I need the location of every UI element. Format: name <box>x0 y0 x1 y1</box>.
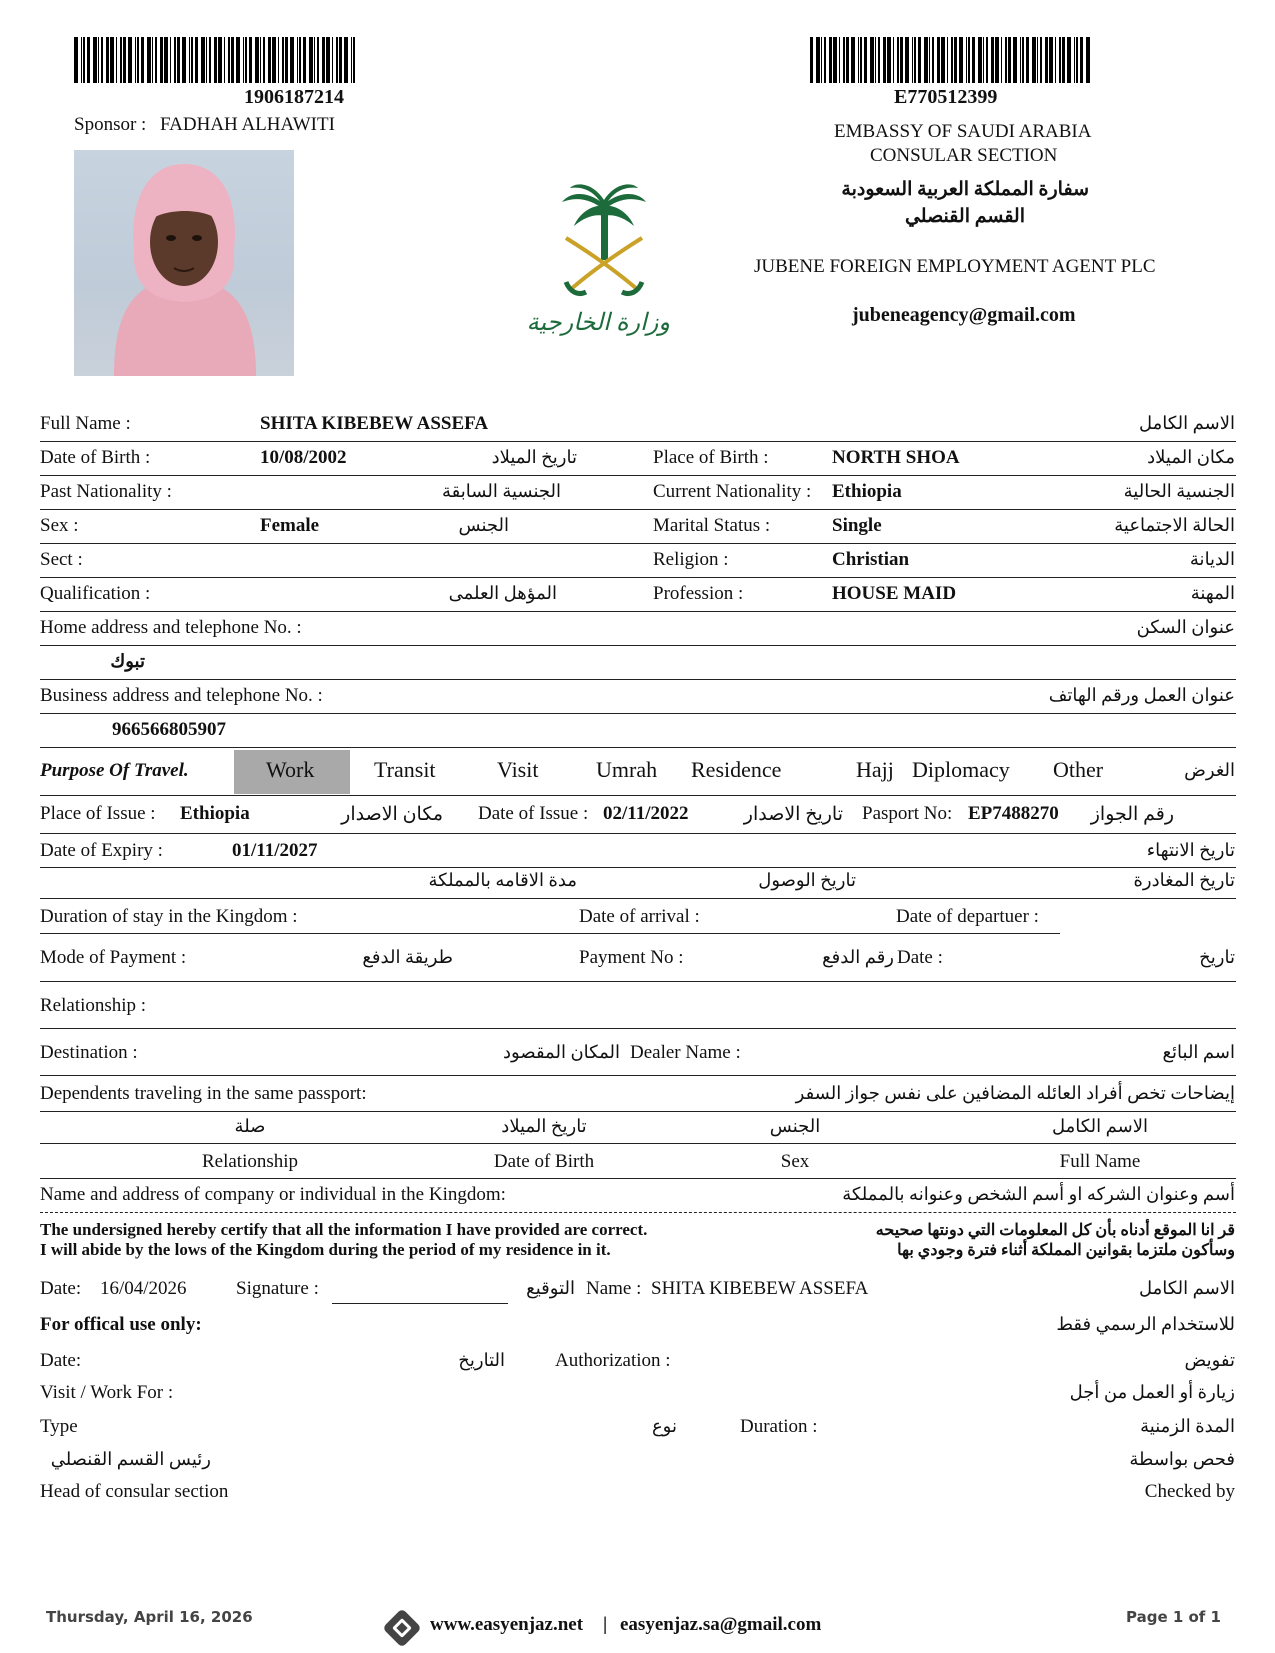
barcode-bar <box>74 37 78 83</box>
date-of-issue-label: Date of Issue : <box>478 803 589 824</box>
barcode-right <box>810 37 1100 83</box>
barcode-bar <box>829 37 832 83</box>
purpose-option-visit[interactable]: Visit <box>497 757 539 782</box>
religion-label: Religion : <box>653 549 729 570</box>
dependents-col-dob-ar: تاريخ الميلاد <box>501 1116 587 1136</box>
barcode-bar <box>110 37 114 83</box>
barcode-bar <box>860 37 862 83</box>
barcode-bar <box>278 37 279 83</box>
purpose-option-work[interactable]: Work <box>266 757 315 782</box>
barcode-bar <box>905 37 909 83</box>
company-label: Name and address of company or individual in the Kingdom: <box>40 1184 506 1205</box>
barcode-bar <box>816 37 820 83</box>
official-duration-label: Duration : <box>740 1416 818 1437</box>
official-title-ar: للاستخدام الرسمي فقط <box>1056 1314 1235 1334</box>
barcode-bar <box>1026 37 1029 83</box>
barcode-bar <box>1037 37 1038 83</box>
signature-label: Signature : <box>236 1278 319 1299</box>
full-name-ar: الاسم الكامل <box>1138 413 1235 433</box>
barcode-bar <box>336 37 338 83</box>
destination-label: Destination : <box>40 1042 138 1063</box>
barcode-bar <box>182 37 186 83</box>
barcode-bar <box>135 37 136 83</box>
barcode-bar <box>245 37 247 83</box>
dependents-col-sex-ar: الجنس <box>769 1116 821 1136</box>
barcode-bar <box>290 37 294 83</box>
barcode-bar <box>243 37 244 83</box>
place-of-issue-label: Place of Issue : <box>40 803 156 824</box>
barcode-bar <box>147 37 151 83</box>
qualification-ar: المؤهل العلمى <box>448 583 557 603</box>
barcode-bar <box>177 37 180 83</box>
applicant-photo <box>74 150 294 376</box>
type-label: Type <box>40 1416 78 1437</box>
barcode-bar <box>833 37 837 83</box>
barcode-bar <box>106 37 109 83</box>
barcode-bar <box>141 37 144 83</box>
barcode-bar <box>1062 37 1065 83</box>
barcode-bar <box>195 37 198 83</box>
date-of-issue-ar: تاريخ الاصدار <box>743 804 843 825</box>
barcode-bar <box>1045 37 1048 83</box>
dealer-name-label: Dealer Name : <box>630 1042 741 1063</box>
barcode-bar <box>875 37 876 83</box>
pob-ar: مكان الميلاد <box>1147 447 1235 467</box>
barcode-bar <box>285 37 288 83</box>
barcode-bar <box>164 37 168 83</box>
religion-value: Christian <box>832 549 910 570</box>
visit-work-ar: زيارة أو العمل من أجل <box>1069 1382 1235 1402</box>
barcode-bar <box>864 37 867 83</box>
purpose-option-other[interactable]: Other <box>1053 757 1104 782</box>
dob-value: 10/08/2002 <box>260 447 347 468</box>
relationship-label: Relationship : <box>40 995 147 1016</box>
barcode-bar <box>170 37 171 83</box>
date-of-arrival-label: Date of arrival : <box>579 906 700 927</box>
place-of-issue-value: Ethiopia <box>180 803 250 824</box>
sex-label: Sex : <box>40 515 79 536</box>
barcode-bar <box>339 37 342 83</box>
barcode-bar <box>1086 37 1090 83</box>
barcode-bar <box>932 37 934 83</box>
sign-name-ar: الاسم الكامل <box>1138 1278 1235 1298</box>
dependents-col-fullname-ar: الاسم الكامل <box>1051 1116 1148 1136</box>
barcode-bar <box>98 37 99 83</box>
marital-status-ar: الحالة الاجتماعية <box>1114 515 1235 535</box>
barcode-bar <box>887 37 891 83</box>
barcode-bar <box>1055 37 1056 83</box>
head-consular-label: Head of consular section <box>40 1481 229 1502</box>
barcode-bar <box>255 37 259 83</box>
barcode-bar <box>191 37 193 83</box>
footer-date: Thursday, April 16, 2026 <box>46 1608 253 1626</box>
barcode-bar <box>1067 37 1071 83</box>
passport-no-label: Pasport No: <box>862 803 953 824</box>
barcode-bar <box>260 37 261 83</box>
current-nationality-ar: الجنسية الحالية <box>1123 481 1235 501</box>
barcode-bar <box>206 37 207 83</box>
purpose-option-umrah[interactable]: Umrah <box>596 757 658 782</box>
date-of-issue-value: 02/11/2022 <box>603 803 689 824</box>
barcode-bar <box>978 37 982 83</box>
barcode-bar <box>326 37 330 83</box>
footer-logo-icon <box>382 1608 422 1648</box>
barcode-bar <box>231 37 234 83</box>
full-name-label: Full Name : <box>40 413 131 434</box>
declaration-line1: The undersigned hereby certify that all the information I have provided are correct. <box>40 1220 648 1239</box>
barcode-bar <box>937 37 940 83</box>
date-of-departure-label: Date of departuer : <box>896 906 1039 927</box>
expiry-label: Date of Expiry : <box>40 840 163 861</box>
declaration-line2: I will abide by the lows of the Kingdom during the period of my residence in it. <box>40 1240 611 1259</box>
dependents-label: Dependents traveling in the same passport: <box>40 1083 367 1104</box>
barcode-bar <box>924 37 928 83</box>
barcode-bar <box>878 37 880 83</box>
barcode-bar <box>1008 37 1011 83</box>
home-address-value: تبوك <box>110 651 145 671</box>
sect-label: Sect : <box>40 549 83 570</box>
barcode-bar <box>249 37 252 83</box>
dependents-col-dob: Date of Birth <box>493 1151 595 1172</box>
barcode-bar <box>824 37 826 83</box>
visit-work-label: Visit / Work For : <box>40 1382 174 1403</box>
barcode-bar <box>1059 37 1061 83</box>
barcode-bar <box>116 37 117 83</box>
date-of-arrival-ar: تاريخ الوصول <box>758 870 856 890</box>
expiry-ar: تاريخ الانتهاء <box>1146 840 1235 860</box>
barcode-bar <box>1005 37 1007 83</box>
business-address-label: Business address and telephone No. : <box>40 685 323 706</box>
barcode-bar <box>214 37 217 83</box>
payment-date-ar: تاريخ <box>1199 947 1235 967</box>
dependents-col-relationship: Relationship <box>201 1151 299 1172</box>
barcode-bar <box>1074 37 1075 83</box>
qualification-label: Qualification : <box>40 583 151 604</box>
barcode-bar <box>1020 37 1021 83</box>
declaration-ar-line1: قر انا الموقع أدناه بأن كل المعلومات التي دونتها صحيحه <box>875 1222 1235 1239</box>
barcode-bar <box>322 37 325 83</box>
barcode-bar <box>332 37 333 83</box>
embassy-line2: CONSULAR SECTION <box>870 145 1058 166</box>
sponsor-name: FADHAH ALHAWITI <box>160 114 335 135</box>
footer-page: Page 1 of 1 <box>1126 1608 1221 1626</box>
barcode-bar <box>189 37 190 83</box>
barcode-bar <box>1040 37 1042 83</box>
dob-ar: تاريخ الميلاد <box>491 447 577 467</box>
barcode-bar <box>209 37 211 83</box>
declaration-ar-line2: وسأكون ملتزما بقوانين المملكة أثناء فترة وجودي بها <box>897 1242 1235 1259</box>
signature-line[interactable] <box>332 1303 508 1304</box>
dob-label: Date of Birth : <box>40 447 151 468</box>
barcode-bar <box>137 37 139 83</box>
barcode-bar <box>282 37 284 83</box>
footer-separator: | <box>603 1614 608 1635</box>
barcode-bar <box>1080 37 1083 83</box>
religion-ar: الديانة <box>1189 549 1235 569</box>
barcode-bar <box>353 37 355 83</box>
barcode-bar <box>900 37 903 83</box>
barcode-bar <box>272 37 276 83</box>
barcode-bar <box>155 37 157 83</box>
barcode-bar <box>152 37 153 83</box>
past-nationality-label: Past Nationality : <box>40 481 172 502</box>
saudi-emblem <box>526 180 670 345</box>
barcode-left <box>74 37 364 83</box>
sex-value: Female <box>260 515 320 536</box>
barcode-bar <box>120 37 122 83</box>
pob-label: Place of Birth : <box>653 447 769 468</box>
dealer-name-ar: اسم البائع <box>1162 1042 1235 1062</box>
barcode-bar <box>972 37 975 83</box>
sponsor-label: Sponsor : <box>74 114 147 135</box>
barcode-bar <box>303 37 306 83</box>
barcode-bar <box>947 37 948 83</box>
dependents-ar: إيضاحات تخص أفراد العائله المضافين على نفس جواز السفر <box>795 1083 1235 1103</box>
barcode-bar <box>995 37 999 83</box>
barcode-bar <box>160 37 163 83</box>
current-nationality-value: Ethiopia <box>832 481 902 502</box>
barcode-bar <box>87 37 90 83</box>
destination-ar: المكان المقصود <box>503 1042 620 1062</box>
barcode-left-number: 1906187214 <box>244 86 344 108</box>
barcode-bar <box>897 37 899 83</box>
barcode-bar <box>839 37 840 83</box>
barcode-bar <box>941 37 945 83</box>
barcode-bar <box>870 37 874 83</box>
marital-status-label: Marital Status : <box>653 515 771 536</box>
barcode-bar <box>351 37 352 83</box>
dependents-col-fullname: Full Name <box>1059 1151 1141 1172</box>
full-name-value: SHITA KIBEBEW ASSEFA <box>260 413 489 434</box>
barcode-bar <box>1032 37 1036 83</box>
home-address-label: Home address and telephone No. : <box>40 617 302 638</box>
barcode-bar <box>954 37 957 83</box>
embassy-line1: EMBASSY OF SAUDI ARABIA <box>834 121 1092 142</box>
passport-no-value: EP7488270 <box>968 803 1059 824</box>
type-ar: نوع <box>651 1416 677 1436</box>
emblem-caption: وزارة الخارجية <box>526 310 670 336</box>
barcode-bar <box>912 37 913 83</box>
barcode-bar <box>968 37 970 83</box>
barcode-bar <box>810 37 813 83</box>
purpose-label: Purpose Of Travel. <box>40 760 189 781</box>
agency-name: JUBENE FOREIGN EMPLOYMENT AGENT PLC <box>754 256 1156 277</box>
sign-name-label: Name : <box>586 1278 642 1299</box>
checked-by-ar: فحص بواسطة <box>1129 1449 1235 1469</box>
footer-email[interactable]: easyenjaz.sa@gmail.com <box>620 1614 822 1635</box>
barcode-bar <box>846 37 849 83</box>
barcode-bar <box>128 37 132 83</box>
barcode-bar <box>228 37 230 83</box>
barcode-bar <box>1076 37 1078 83</box>
barcode-bar <box>174 37 176 83</box>
barcode-bar <box>883 37 886 83</box>
duration-of-stay-label: Duration of stay in the Kingdom : <box>40 906 298 927</box>
barcode-bar <box>299 37 301 83</box>
barcode-bar <box>101 37 103 83</box>
head-consular-ar: رئيس القسم القنصلي <box>50 1449 211 1469</box>
business-address-value: 966566805907 <box>112 719 226 740</box>
official-date-ar: التاريخ <box>458 1350 505 1370</box>
barcode-bar <box>201 37 205 83</box>
passport-no-ar: رقم الجواز <box>1090 804 1174 825</box>
barcode-bar <box>821 37 822 83</box>
payment-no-ar: رقم الدفع <box>822 947 894 967</box>
agency-email[interactable]: jubeneagency@gmail.com <box>852 304 1076 326</box>
barcode-bar <box>309 37 313 83</box>
barcode-bar <box>297 37 298 83</box>
profession-value: HOUSE MAID <box>832 583 957 604</box>
authorization-ar: تفويض <box>1184 1350 1235 1370</box>
barcode-bar <box>83 37 85 83</box>
barcode-bar <box>123 37 126 83</box>
barcode-bar <box>1022 37 1024 83</box>
pob-value: NORTH SHOA <box>832 447 960 468</box>
embassy-ar-line1: سفارة المملكة العربية السعودبة <box>841 179 1089 200</box>
payment-no-label: Payment No : <box>579 947 684 968</box>
purpose-option-hajj[interactable]: Hajj <box>856 757 894 782</box>
barcode-right-number: E770512399 <box>894 86 998 108</box>
barcode-bar <box>268 37 271 83</box>
profession-label: Profession : <box>653 583 744 604</box>
signature-ar: التوقيع <box>526 1278 575 1298</box>
home-address-ar: عنوان السكن <box>1136 617 1235 637</box>
barcode-bar <box>81 37 82 83</box>
duration-of-stay-ar: مدة الاقامه بالمملكة <box>428 870 577 890</box>
barcode-bar <box>983 37 984 83</box>
barcode-bar <box>843 37 845 83</box>
official-date-label: Date: <box>40 1350 82 1371</box>
purpose-option-residence[interactable]: Residence <box>691 757 782 782</box>
current-nationality-label: Current Nationality : <box>653 481 812 502</box>
dependents-col-relationship-ar: صلة <box>234 1116 266 1136</box>
marital-status-value: Single <box>832 515 882 536</box>
sign-date-value: 16/04/2026 <box>100 1278 187 1299</box>
mode-of-payment-label: Mode of Payment : <box>40 947 187 968</box>
barcode-bar <box>344 37 348 83</box>
embassy-ar-line2: القسم القنصلي <box>904 206 1025 227</box>
payment-date-label: Date : <box>897 947 943 968</box>
barcode-bar <box>851 37 855 83</box>
barcode-bar <box>1001 37 1002 83</box>
barcode-bar <box>929 37 930 83</box>
barcode-bar <box>317 37 319 83</box>
date-of-departure-ar: تاريخ المغادرة <box>1133 870 1235 890</box>
barcode-bar <box>1049 37 1053 83</box>
barcode-bar <box>986 37 988 83</box>
barcode-bar <box>914 37 916 83</box>
checked-by-label: Checked by <box>1144 1481 1235 1502</box>
sex-ar: الجنس <box>458 515 509 535</box>
barcode-bar <box>218 37 222 83</box>
barcode-bar <box>224 37 225 83</box>
barcode-bar <box>951 37 953 83</box>
sign-date-label: Date: <box>40 1278 82 1299</box>
barcode-bar <box>314 37 315 83</box>
barcode-bar <box>918 37 921 83</box>
dependents-col-sex: Sex <box>780 1151 810 1172</box>
authorization-label: Authorization : <box>555 1350 671 1371</box>
barcode-bar <box>893 37 894 83</box>
footer-site[interactable]: www.easyenjaz.net <box>430 1614 584 1635</box>
profession-ar: المهنة <box>1190 583 1235 603</box>
official-duration-ar: المدة الزمنية <box>1140 1416 1235 1436</box>
purpose-ar: الغرض <box>1184 760 1235 780</box>
expiry-value: 01/11/2027 <box>232 840 318 861</box>
barcode-bar <box>263 37 265 83</box>
place-of-issue-ar: مكان الاصدار <box>341 804 443 825</box>
past-nationality-ar: الجنسية السابقة <box>442 481 561 501</box>
official-title: For offical use only: <box>40 1314 202 1335</box>
business-address-ar: عنوان العمل ورقم الهاتف <box>1048 685 1235 705</box>
barcode-bar <box>236 37 240 83</box>
barcode-bar <box>959 37 963 83</box>
purpose-option-transit[interactable]: Transit <box>374 757 436 782</box>
mode-of-payment-ar: طريقة الدفع <box>362 947 453 967</box>
barcode-bar <box>858 37 859 83</box>
sign-name-value: SHITA KIBEBEW ASSEFA <box>651 1278 869 1299</box>
company-ar: أسم وعنوان الشركه او أسم الشخص وعنوانه بالمملكة <box>842 1184 1235 1204</box>
barcode-bar <box>966 37 967 83</box>
barcode-bar <box>1013 37 1017 83</box>
barcode-bar <box>991 37 994 83</box>
barcode-bar <box>93 37 97 83</box>
purpose-option-diplomacy[interactable]: Diplomacy <box>912 757 1010 782</box>
